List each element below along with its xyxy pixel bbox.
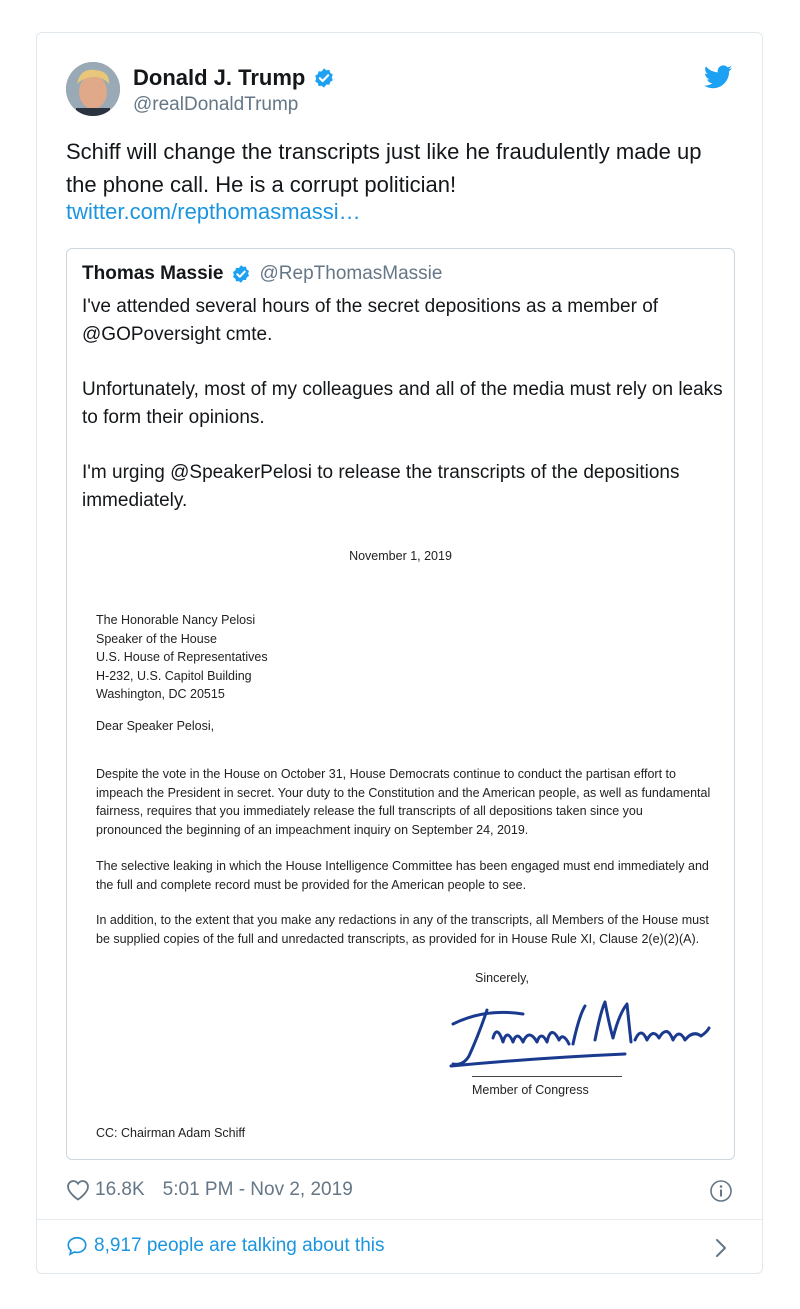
author-handle[interactable]: @realDonaldTrump — [133, 94, 299, 115]
tweet-text: Schiff will change the transcripts just like he fraudulently made up the phone call. He is a corrupt politician! — [66, 139, 702, 197]
talking-about-link[interactable] — [66, 1235, 385, 1257]
signature-image — [445, 994, 715, 1072]
signature-line — [472, 1076, 622, 1077]
quoted-paragraph: I'm urging @SpeakerPelosi to release the transcripts of the depositions immediately. — [82, 462, 680, 511]
info-icon[interactable] — [709, 1179, 733, 1203]
letter-date: November 1, 2019 — [349, 549, 452, 563]
author-name-text[interactable]: Donald J. Trump — [133, 65, 306, 90]
letter-image[interactable] — [67, 539, 734, 1159]
speech-bubble-icon — [66, 1235, 88, 1257]
address-line: The Honorable Nancy Pelosi — [96, 613, 256, 627]
address-line: Speaker of the House — [96, 631, 217, 646]
like-count[interactable]: 16.8K — [95, 1179, 145, 1200]
letter-address — [96, 611, 268, 704]
talking-about-text[interactable]: 8,917 people are talking about this — [94, 1235, 385, 1256]
tweet-link[interactable]: twitter.com/repthomasmassi… — [66, 199, 361, 224]
quoted-author-handle[interactable]: @RepThomasMassie — [259, 263, 443, 284]
letter-closing: Sincerely, — [475, 971, 529, 985]
quoted-tweet[interactable] — [66, 248, 735, 1160]
twitter-bird-icon[interactable] — [704, 65, 732, 89]
tweet-card — [36, 32, 763, 1274]
letter-paragraph: In addition, to the extent that you make any redactions in any of the transcripts, all Members of the House must be supplied copies of the full and unredacted transcripts, as provided for in House Rule XI, Clause 2(e)(2)(A). — [96, 913, 709, 946]
avatar[interactable] — [66, 62, 120, 116]
address-line: U.S. House of Representatives — [96, 650, 268, 664]
quoted-text — [82, 293, 727, 542]
letter-cc: CC: Chairman Adam Schiff — [96, 1126, 246, 1140]
verified-icon — [231, 264, 251, 284]
divider — [37, 1219, 762, 1220]
quoted-paragraph: I've attended several hours of the secret depositions as a member of @GOPoversight cmte. — [82, 296, 659, 345]
letter-paragraph: Despite the vote in the House on October 31, House Democrats continue to conduct the partisan effort to impeach the President in secret. Your duty to the Constitution and the American people, as well as fundamental fairness, requires that you immediately release the full transcripts of all depositions taken since you pronounced the beginning of an impeachment inquiry on September 24, 2019. — [96, 767, 711, 837]
tweet-meta — [66, 1179, 353, 1201]
timestamp[interactable]: 5:01 PM - Nov 2, 2019 — [162, 1179, 353, 1200]
address-line: Washington, DC 20515 — [96, 687, 225, 701]
quoted-paragraph: Unfortunately, most of my colleagues and all of the media must rely on leaks to form their opinions. — [82, 379, 723, 428]
letter-salutation: Dear Speaker Pelosi, — [96, 719, 215, 733]
letter-paragraph: The selective leaking in which the House Intelligence Committee has been engaged must end immediately and the full and complete record must be provided for the American people to see. — [96, 859, 709, 892]
chevron-right-icon[interactable] — [714, 1237, 728, 1259]
author-name[interactable] — [133, 65, 335, 91]
verified-icon — [313, 67, 335, 89]
address-line: H-232, U.S. Capitol Building — [96, 668, 252, 683]
quoted-author-name[interactable]: Thomas Massie — [82, 263, 224, 284]
heart-icon[interactable] — [66, 1179, 90, 1201]
letter-title: Member of Congress — [472, 1083, 589, 1097]
quoted-header — [82, 263, 442, 285]
